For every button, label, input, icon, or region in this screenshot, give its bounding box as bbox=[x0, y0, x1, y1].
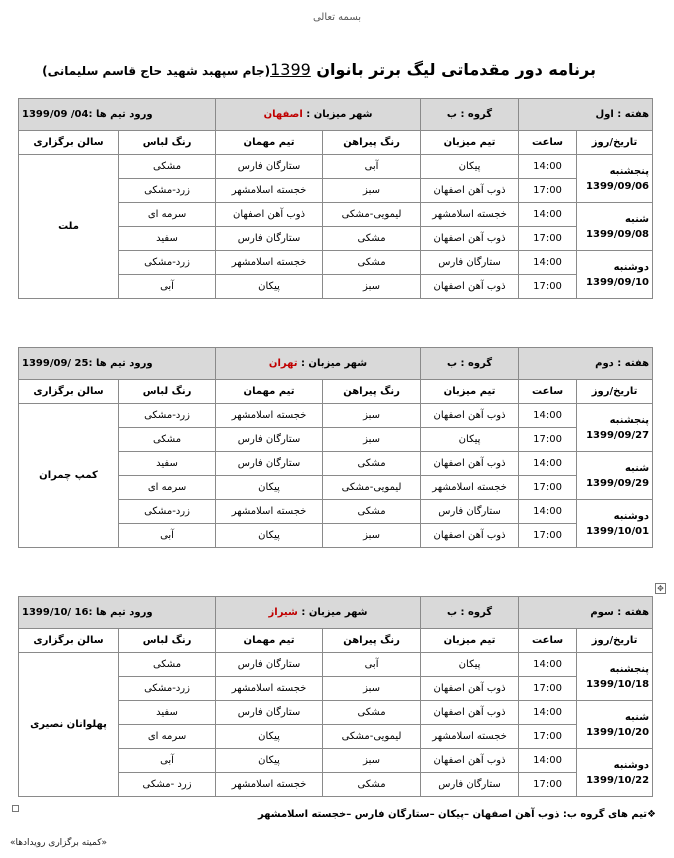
match-day-date: 1399/09/10 bbox=[586, 276, 650, 288]
guest-shirt-color: آبی bbox=[119, 524, 216, 548]
column-header-guest-color: رنگ لباس bbox=[119, 629, 216, 653]
match-time: 17:00 bbox=[519, 773, 577, 797]
title-year: 1399 bbox=[270, 60, 311, 79]
match-time: 17:00 bbox=[519, 227, 577, 251]
column-header-host-team: تیم میزبان bbox=[421, 629, 519, 653]
team-entry-label: ورود تیم ها : bbox=[88, 358, 153, 369]
guest-shirt-color: سرمه ای bbox=[119, 725, 216, 749]
week-schedule-table bbox=[18, 98, 653, 299]
committee-signature: «کمیته برگزاری رویدادها» bbox=[10, 838, 108, 848]
match-day-cell bbox=[577, 203, 653, 251]
match-time: 17:00 bbox=[519, 725, 577, 749]
team-entry-date: 04/ 1399/09 bbox=[22, 109, 89, 120]
column-header-host-color: رنگ پیراهن bbox=[323, 131, 421, 155]
week-header-row bbox=[19, 597, 653, 629]
match-time: 17:00 bbox=[519, 476, 577, 500]
host-shirt-color: لیمویی-مشکی bbox=[323, 203, 421, 227]
table-row bbox=[19, 653, 653, 677]
host-team: ذوب آهن اصفهان bbox=[421, 452, 519, 476]
match-day-date: 1399/09/06 bbox=[586, 180, 650, 192]
match-time: 14:00 bbox=[519, 203, 577, 227]
host-city-label: شهر میزبان : bbox=[300, 358, 368, 369]
host-team: ستارگان فارس bbox=[421, 251, 519, 275]
host-city-label: شهر میزبان : bbox=[306, 109, 373, 120]
column-header-row bbox=[19, 629, 653, 653]
column-header-host-team: تیم میزبان bbox=[421, 131, 519, 155]
guest-team: خجسته اسلامشهر bbox=[216, 179, 323, 203]
team-entry-label: ورود تیم ها : bbox=[88, 607, 153, 618]
match-time: 17:00 bbox=[519, 428, 577, 452]
match-day-cell bbox=[577, 251, 653, 299]
column-header-guest-color: رنگ لباس bbox=[119, 131, 216, 155]
host-team: ذوب آهن اصفهان bbox=[421, 179, 519, 203]
guest-shirt-color: سفید bbox=[119, 227, 216, 251]
venue-hall: ملت bbox=[19, 155, 119, 299]
match-time: 17:00 bbox=[519, 524, 577, 548]
match-day-name: دوشنبه bbox=[613, 261, 650, 273]
host-team: ذوب آهن اصفهان bbox=[421, 701, 519, 725]
column-header-hall: سالن برگزاری bbox=[19, 131, 119, 155]
bismillah-text: بسمه تعالی bbox=[312, 12, 362, 23]
guest-team: ستارگان فارس bbox=[216, 452, 323, 476]
match-day-name: شنبه bbox=[624, 213, 650, 225]
host-city-label: شهر میزبان : bbox=[301, 607, 368, 618]
match-day-name: شنبه bbox=[624, 462, 650, 474]
match-day-cell bbox=[577, 452, 653, 500]
column-header-guest-team: تیم مهمان bbox=[216, 629, 323, 653]
column-header-hall: سالن برگزاری bbox=[19, 629, 119, 653]
match-day-cell bbox=[577, 749, 653, 797]
match-time: 14:00 bbox=[519, 749, 577, 773]
host-shirt-color: مشکی bbox=[323, 227, 421, 251]
table-move-handle-icon[interactable]: ✥ bbox=[655, 583, 666, 594]
guest-team: پیکان bbox=[216, 275, 323, 299]
match-day-name: شنبه bbox=[624, 711, 650, 723]
guest-shirt-color: سرمه ای bbox=[119, 476, 216, 500]
guest-team: پیکان bbox=[216, 749, 323, 773]
guest-shirt-color: زرد-مشکی bbox=[119, 677, 216, 701]
column-header-hall: سالن برگزاری bbox=[19, 380, 119, 404]
host-shirt-color: سبز bbox=[323, 749, 421, 773]
guest-team: ستارگان فارس bbox=[216, 701, 323, 725]
team-entry-cell bbox=[19, 597, 216, 629]
team-entry-date: 25 /1399/09 bbox=[22, 358, 89, 369]
host-team: ذوب آهن اصفهان bbox=[421, 275, 519, 299]
host-shirt-color: لیمویی-مشکی bbox=[323, 476, 421, 500]
match-time: 17:00 bbox=[519, 179, 577, 203]
host-shirt-color: مشکی bbox=[323, 452, 421, 476]
host-shirt-color: آبی bbox=[323, 155, 421, 179]
group-teams-note: ❖تیم های گروه ب: ذوب آهن اصفهان –پیکان –ستارگان فارس –خجسته اسلامشهر bbox=[257, 809, 656, 820]
host-team: ذوب آهن اصفهان bbox=[421, 227, 519, 251]
week-label: هفته : اول bbox=[519, 99, 653, 131]
column-header-host-team: تیم میزبان bbox=[421, 380, 519, 404]
guest-shirt-color: زرد-مشکی bbox=[119, 251, 216, 275]
guest-team: پیکان bbox=[216, 725, 323, 749]
guest-shirt-color: زرد-مشکی bbox=[119, 404, 216, 428]
column-header-time: ساعت bbox=[519, 629, 577, 653]
guest-team: خجسته اسلامشهر bbox=[216, 773, 323, 797]
match-day-name: دوشنبه bbox=[613, 510, 650, 522]
host-team: پیکان bbox=[421, 428, 519, 452]
guest-shirt-color: زرد-مشکی bbox=[119, 500, 216, 524]
match-time: 14:00 bbox=[519, 653, 577, 677]
week-header-row bbox=[19, 348, 653, 380]
guest-team: ستارگان فارس bbox=[216, 227, 323, 251]
host-team: خجسته اسلامشهر bbox=[421, 203, 519, 227]
match-time: 14:00 bbox=[519, 452, 577, 476]
venue-hall: پهلوانان نصیری bbox=[19, 653, 119, 797]
match-day-date: 1399/10/20 bbox=[586, 726, 650, 738]
title-main: برنامه دور مقدماتی لیگ برتر بانوان bbox=[316, 60, 596, 79]
match-day-date: 1399/10/22 bbox=[586, 774, 650, 786]
week-label: هفته : دوم bbox=[519, 348, 653, 380]
match-time: 14:00 bbox=[519, 404, 577, 428]
guest-shirt-color: سرمه ای bbox=[119, 203, 216, 227]
match-day-cell bbox=[577, 701, 653, 749]
host-city-cell bbox=[216, 597, 421, 629]
match-day-cell bbox=[577, 500, 653, 548]
guest-team: خجسته اسلامشهر bbox=[216, 251, 323, 275]
table-row bbox=[19, 155, 653, 179]
host-team: خجسته اسلامشهر bbox=[421, 476, 519, 500]
host-team: پیکان bbox=[421, 155, 519, 179]
host-team: ستارگان فارس bbox=[421, 773, 519, 797]
match-time: 17:00 bbox=[519, 677, 577, 701]
host-shirt-color: سبز bbox=[323, 677, 421, 701]
match-day-cell bbox=[577, 653, 653, 701]
host-team: ذوب آهن اصفهان bbox=[421, 404, 519, 428]
week-schedule-table bbox=[18, 596, 653, 797]
host-city-name: شیراز bbox=[268, 607, 298, 618]
host-team: ستارگان فارس bbox=[421, 500, 519, 524]
column-header-time: ساعت bbox=[519, 131, 577, 155]
group-label: گروه : ب bbox=[421, 597, 519, 629]
week-label: هفته : سوم bbox=[519, 597, 653, 629]
table-row bbox=[19, 404, 653, 428]
column-header-row bbox=[19, 380, 653, 404]
week-header-row bbox=[19, 99, 653, 131]
match-day-name: پنجشنبه bbox=[609, 414, 650, 426]
guest-team: پیکان bbox=[216, 476, 323, 500]
guest-shirt-color: سفید bbox=[119, 701, 216, 725]
guest-shirt-color: زرد -مشکی bbox=[119, 773, 216, 797]
team-entry-cell bbox=[19, 99, 216, 131]
column-header-host-color: رنگ پیراهن bbox=[323, 380, 421, 404]
host-city-cell bbox=[216, 348, 421, 380]
guest-team: ستارگان فارس bbox=[216, 155, 323, 179]
match-day-name: پنجشنبه bbox=[609, 663, 650, 675]
guest-team: پیکان bbox=[216, 524, 323, 548]
host-shirt-color: مشکی bbox=[323, 251, 421, 275]
host-shirt-color: سبز bbox=[323, 179, 421, 203]
paragraph-mark-icon bbox=[12, 805, 19, 812]
host-city-name: تهران bbox=[268, 358, 298, 369]
host-team: ذوب آهن اصفهان bbox=[421, 749, 519, 773]
guest-shirt-color: سفید bbox=[119, 452, 216, 476]
page-title bbox=[42, 60, 596, 79]
host-shirt-color: سبز bbox=[323, 275, 421, 299]
column-header-host-color: رنگ پیراهن bbox=[323, 629, 421, 653]
host-team: پیکان bbox=[421, 653, 519, 677]
match-time: 14:00 bbox=[519, 251, 577, 275]
guest-shirt-color: آبی bbox=[119, 275, 216, 299]
week-schedule-table bbox=[18, 347, 653, 548]
column-header-date: تاریخ/روز bbox=[577, 380, 653, 404]
match-day-date: 1399/10/01 bbox=[586, 525, 650, 537]
guest-team: خجسته اسلامشهر bbox=[216, 677, 323, 701]
host-city-cell bbox=[216, 99, 421, 131]
match-time: 14:00 bbox=[519, 701, 577, 725]
match-day-date: 1399/09/27 bbox=[586, 429, 650, 441]
guest-team: ستارگان فارس bbox=[216, 428, 323, 452]
host-shirt-color: سبز bbox=[323, 428, 421, 452]
column-header-date: تاریخ/روز bbox=[577, 629, 653, 653]
match-day-cell bbox=[577, 404, 653, 452]
column-header-guest-color: رنگ لباس bbox=[119, 380, 216, 404]
team-entry-date: 16 /1399/10 bbox=[22, 607, 89, 618]
host-team: خجسته اسلامشهر bbox=[421, 725, 519, 749]
column-header-time: ساعت bbox=[519, 380, 577, 404]
group-label: گروه : ب bbox=[421, 99, 519, 131]
match-time: 14:00 bbox=[519, 155, 577, 179]
match-time: 14:00 bbox=[519, 500, 577, 524]
guest-team: ستارگان فارس bbox=[216, 653, 323, 677]
host-team: ذوب آهن اصفهان bbox=[421, 524, 519, 548]
match-day-name: دوشنبه bbox=[613, 759, 650, 771]
host-city-name: اصفهان bbox=[263, 109, 303, 120]
venue-hall: کمپ چمران bbox=[19, 404, 119, 548]
host-shirt-color: مشکی bbox=[323, 773, 421, 797]
host-shirt-color: آبی bbox=[323, 653, 421, 677]
host-shirt-color: مشکی bbox=[323, 500, 421, 524]
guest-shirt-color: زرد-مشکی bbox=[119, 179, 216, 203]
guest-shirt-color: مشکی bbox=[119, 155, 216, 179]
guest-shirt-color: مشکی bbox=[119, 653, 216, 677]
title-cup: (جام سپهبد شهید حاج قاسم سلیمانی) bbox=[42, 64, 271, 78]
column-header-date: تاریخ/روز bbox=[577, 131, 653, 155]
host-team: ذوب آهن اصفهان bbox=[421, 677, 519, 701]
group-label: گروه : ب bbox=[421, 348, 519, 380]
guest-team: خجسته اسلامشهر bbox=[216, 404, 323, 428]
match-day-name: پنجشنبه bbox=[609, 165, 650, 177]
team-entry-label: ورود تیم ها : bbox=[88, 109, 153, 120]
guest-team: ذوب آهن اصفهان bbox=[216, 203, 323, 227]
match-day-date: 1399/09/29 bbox=[586, 477, 650, 489]
column-header-guest-team: تیم مهمان bbox=[216, 380, 323, 404]
host-shirt-color: لیمویی-مشکی bbox=[323, 725, 421, 749]
match-day-date: 1399/10/18 bbox=[586, 678, 650, 690]
match-day-date: 1399/09/08 bbox=[586, 228, 650, 240]
host-shirt-color: مشکی bbox=[323, 701, 421, 725]
match-day-cell bbox=[577, 155, 653, 203]
host-shirt-color: سبز bbox=[323, 404, 421, 428]
column-header-guest-team: تیم مهمان bbox=[216, 131, 323, 155]
host-shirt-color: سبز bbox=[323, 524, 421, 548]
column-header-row bbox=[19, 131, 653, 155]
team-entry-cell bbox=[19, 348, 216, 380]
guest-team: خجسته اسلامشهر bbox=[216, 500, 323, 524]
guest-shirt-color: مشکی bbox=[119, 428, 216, 452]
match-time: 17:00 bbox=[519, 275, 577, 299]
guest-shirt-color: آبی bbox=[119, 749, 216, 773]
